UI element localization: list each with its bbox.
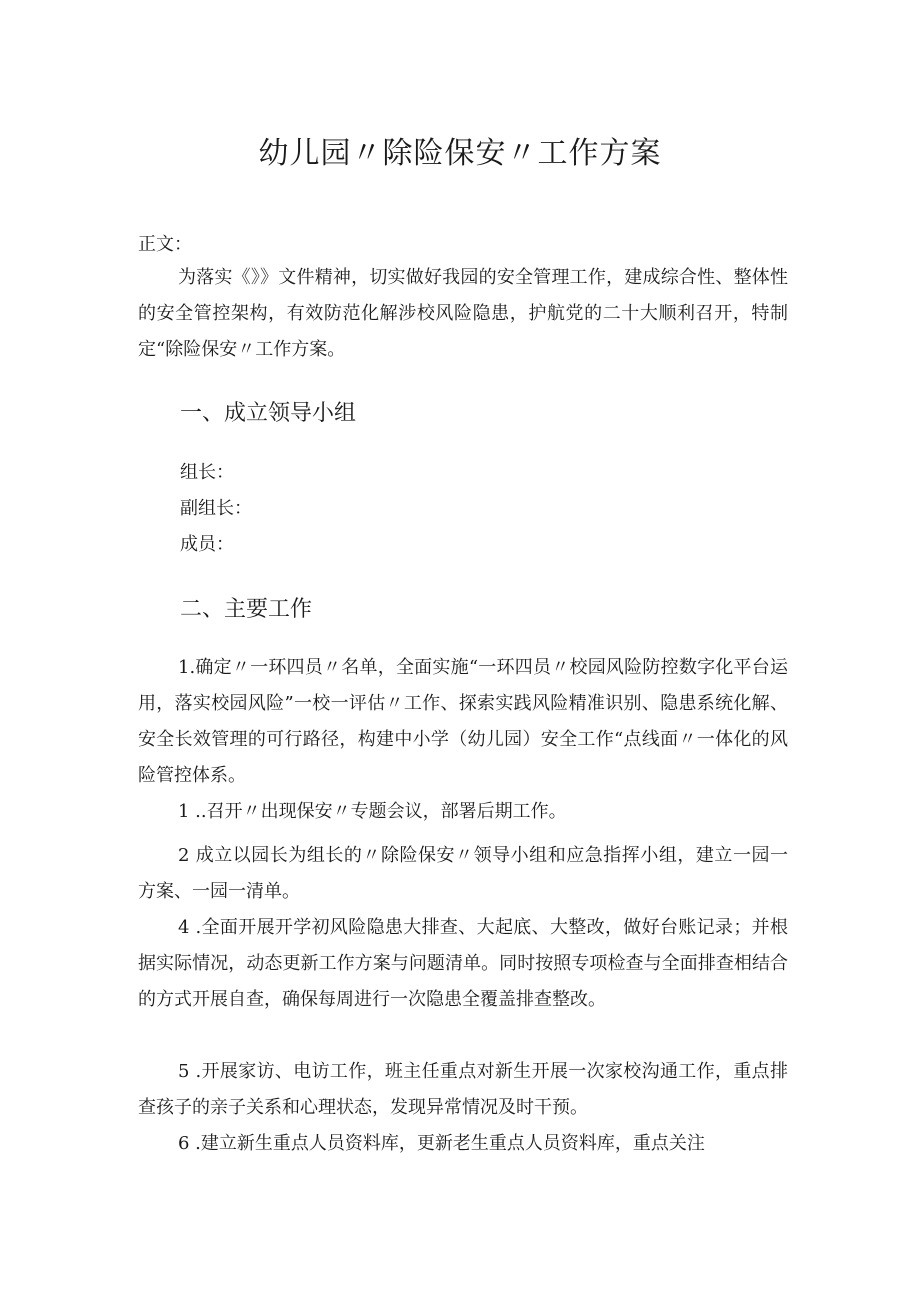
document-title: 幼儿园〃除险保安〃工作方案 — [258, 136, 662, 171]
work-item: 6 .建立新生重点人员资料库，更新老生重点人员资料库，重点关注 — [178, 1133, 705, 1154]
member-leader: 组长： — [180, 462, 234, 483]
work-item: 5 .开展家访、电访工作，班主任重点对新生开展一次家校沟通工作，重点排查孩子的亲子关系和心理状态，发现异常情况及时干预。 — [138, 1061, 788, 1118]
work-item: 1 ..召开〃出现保安〃专题会议，部署后期工作。 — [178, 801, 567, 822]
work-item: 4 .全面开展开学初风险隐患大排查、大起底、大整改，做好台账记录；并根据实际情况，动态更新工作方案与问题清单。同时按照专项检查与全面排查相结合的方式开展自查，确保每周进行一次隐患全覆盖排查整改。 — [138, 917, 788, 1010]
body-label: 正文： — [138, 234, 192, 255]
section2-heading: 二、主要工作 — [180, 597, 313, 622]
member-deputy-leader: 副组长： — [180, 498, 252, 519]
work-item: 1.确定〃一环四员〃名单，全面实施“一环四员〃校园风险防控数字化平台运用，落实校园风险”一校一评估〃工作、探索实践风险精准识别、隐患系统化解、安全长效管理的可行路径，构建中小学（幼儿园）安全工作“点线面〃一体化的风险管控体系。 — [138, 657, 788, 786]
work-item: 2 成立以园长为组长的〃除险保安〃领导小组和应急指挥小组，建立一园一方案、一园一清单。 — [138, 845, 788, 902]
member-members: 成员： — [180, 534, 234, 555]
intro-paragraph: 为落实《》》文件精神，切实做好我园的安全管理工作，建成综合性、整体性的安全管控架构，有效防范化解涉校风险隐患，护航党的二十大顺利召开，特制定“除险保安〃工作方案。 — [138, 267, 788, 360]
section1-heading: 一、成立领导小组 — [180, 401, 357, 426]
